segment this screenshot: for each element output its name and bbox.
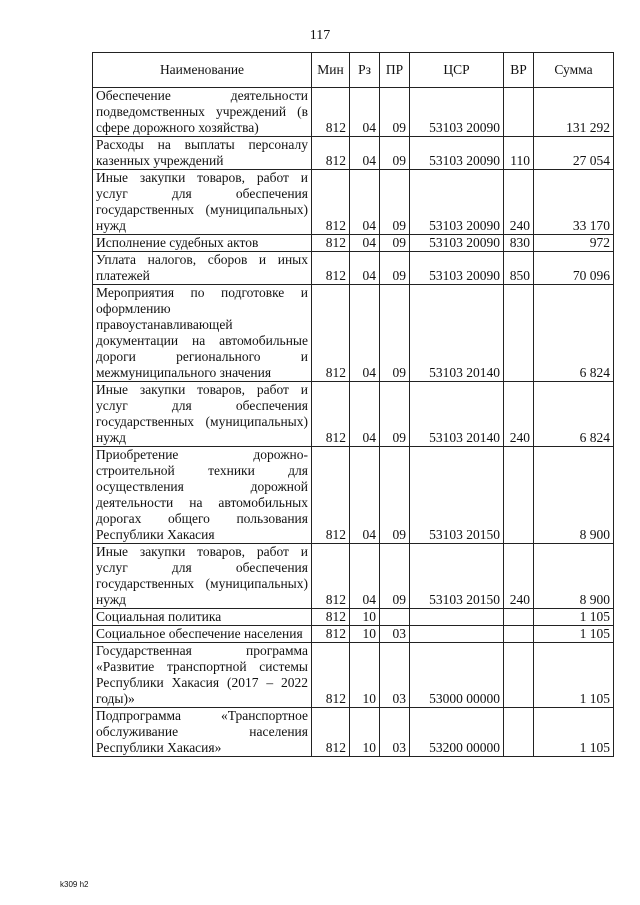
table-row — [93, 626, 614, 643]
row-pr: 09 — [380, 447, 410, 544]
row-sum: 1 105 — [534, 609, 614, 626]
row-min: 812 — [312, 170, 350, 235]
row-min: 812 — [312, 609, 350, 626]
row-rz: 10 — [350, 609, 380, 626]
row-sum: 27 054 — [534, 137, 614, 170]
row-sum: 6 824 — [534, 382, 614, 447]
row-csr — [410, 609, 504, 626]
row-csr: 53103 20140 — [410, 285, 504, 382]
row-rz: 04 — [350, 88, 380, 137]
table-row — [93, 252, 614, 285]
row-rz: 10 — [350, 643, 380, 708]
table-header-row — [93, 53, 614, 88]
row-name: Социальное обеспечение населения — [93, 626, 312, 643]
row-name: Иные закупки товаров, работ и услуг для обеспечения государственных (муниципальных) нужд — [93, 544, 312, 609]
row-sum: 1 105 — [534, 708, 614, 757]
row-pr: 09 — [380, 170, 410, 235]
row-pr: 09 — [380, 88, 410, 137]
row-min: 812 — [312, 544, 350, 609]
row-csr: 53103 20090 — [410, 252, 504, 285]
row-csr — [410, 626, 504, 643]
row-pr: 09 — [380, 137, 410, 170]
row-vr: 240 — [504, 170, 534, 235]
row-sum: 972 — [534, 235, 614, 252]
header-name: Наименование — [93, 53, 312, 88]
row-name: Иные закупки товаров, работ и услуг для обеспечения государственных (муниципальных) нужд — [93, 170, 312, 235]
row-name: Обеспечение деятельности подведомственных учреждений (в сфере дорожного хозяйства) — [93, 88, 312, 137]
row-rz: 04 — [350, 137, 380, 170]
row-pr: 09 — [380, 285, 410, 382]
row-pr: 09 — [380, 235, 410, 252]
table-row — [93, 88, 614, 137]
budget-table — [92, 52, 614, 757]
table-row — [93, 137, 614, 170]
row-vr — [504, 643, 534, 708]
row-csr: 53103 20090 — [410, 170, 504, 235]
row-pr: 03 — [380, 643, 410, 708]
row-csr: 53103 20090 — [410, 235, 504, 252]
row-rz: 04 — [350, 285, 380, 382]
row-pr: 09 — [380, 382, 410, 447]
row-csr: 53200 00000 — [410, 708, 504, 757]
header-csr: ЦСР — [410, 53, 504, 88]
row-sum: 131 292 — [534, 88, 614, 137]
row-name: Расходы на выплаты персоналу казенных учреждений — [93, 137, 312, 170]
row-name: Мероприятия по подготовке и оформлению правоустанавливающей документации на автомобильные дороги регионального и межмуниципального значения — [93, 285, 312, 382]
row-min: 812 — [312, 708, 350, 757]
row-rz: 04 — [350, 235, 380, 252]
row-min: 812 — [312, 252, 350, 285]
row-rz: 10 — [350, 708, 380, 757]
row-sum: 6 824 — [534, 285, 614, 382]
row-vr — [504, 285, 534, 382]
footer-code: k309 h2 — [60, 880, 89, 889]
table-row — [93, 643, 614, 708]
row-pr: 09 — [380, 252, 410, 285]
table-row — [93, 382, 614, 447]
row-csr: 53103 20150 — [410, 447, 504, 544]
row-name: Приобретение дорожно-строительной техники для осуществления дорожной деятельности на автомобильных дорогах общего пользования Республики Хакасия — [93, 447, 312, 544]
row-vr: 110 — [504, 137, 534, 170]
row-csr: 53103 20090 — [410, 88, 504, 137]
table-row — [93, 544, 614, 609]
row-vr — [504, 708, 534, 757]
header-min: Мин — [312, 53, 350, 88]
row-min: 812 — [312, 643, 350, 708]
header-pr: ПР — [380, 53, 410, 88]
row-min: 812 — [312, 285, 350, 382]
page-number: 117 — [309, 28, 331, 43]
row-vr: 240 — [504, 544, 534, 609]
row-pr: 03 — [380, 626, 410, 643]
row-min: 812 — [312, 626, 350, 643]
row-vr: 830 — [504, 235, 534, 252]
row-csr: 53103 20090 — [410, 137, 504, 170]
row-rz: 04 — [350, 382, 380, 447]
row-name: Государственная программа «Развитие транспортной системы Республики Хакасия (2017 – 2022 годы)» — [93, 643, 312, 708]
row-pr: 03 — [380, 708, 410, 757]
row-sum: 1 105 — [534, 626, 614, 643]
row-vr: 240 — [504, 382, 534, 447]
row-rz: 04 — [350, 170, 380, 235]
table-row — [93, 708, 614, 757]
row-pr: 09 — [380, 544, 410, 609]
row-min: 812 — [312, 88, 350, 137]
row-min: 812 — [312, 235, 350, 252]
row-sum: 8 900 — [534, 447, 614, 544]
row-name: Иные закупки товаров, работ и услуг для обеспечения государственных (муниципальных) нужд — [93, 382, 312, 447]
row-sum: 70 096 — [534, 252, 614, 285]
row-vr — [504, 447, 534, 544]
row-rz: 04 — [350, 447, 380, 544]
row-vr — [504, 88, 534, 137]
row-pr — [380, 609, 410, 626]
header-rz: Рз — [350, 53, 380, 88]
row-name: Уплата налогов, сборов и иных платежей — [93, 252, 312, 285]
row-rz: 04 — [350, 252, 380, 285]
row-name: Исполнение судебных актов — [93, 235, 312, 252]
row-rz: 04 — [350, 544, 380, 609]
header-sum: Сумма — [534, 53, 614, 88]
row-min: 812 — [312, 137, 350, 170]
row-name: Социальная политика — [93, 609, 312, 626]
row-min: 812 — [312, 382, 350, 447]
table-row — [93, 235, 614, 252]
row-rz: 10 — [350, 626, 380, 643]
row-vr — [504, 626, 534, 643]
row-csr: 53000 00000 — [410, 643, 504, 708]
table-row — [93, 170, 614, 235]
row-sum: 33 170 — [534, 170, 614, 235]
table-row — [93, 447, 614, 544]
row-name: Подпрограмма «Транспортное обслуживание населения Республики Хакасия» — [93, 708, 312, 757]
table-row — [93, 285, 614, 382]
row-csr: 53103 20140 — [410, 382, 504, 447]
header-vr: ВР — [504, 53, 534, 88]
row-min: 812 — [312, 447, 350, 544]
row-vr: 850 — [504, 252, 534, 285]
row-csr: 53103 20150 — [410, 544, 504, 609]
table-row — [93, 609, 614, 626]
row-vr — [504, 609, 534, 626]
row-sum: 1 105 — [534, 643, 614, 708]
row-sum: 8 900 — [534, 544, 614, 609]
